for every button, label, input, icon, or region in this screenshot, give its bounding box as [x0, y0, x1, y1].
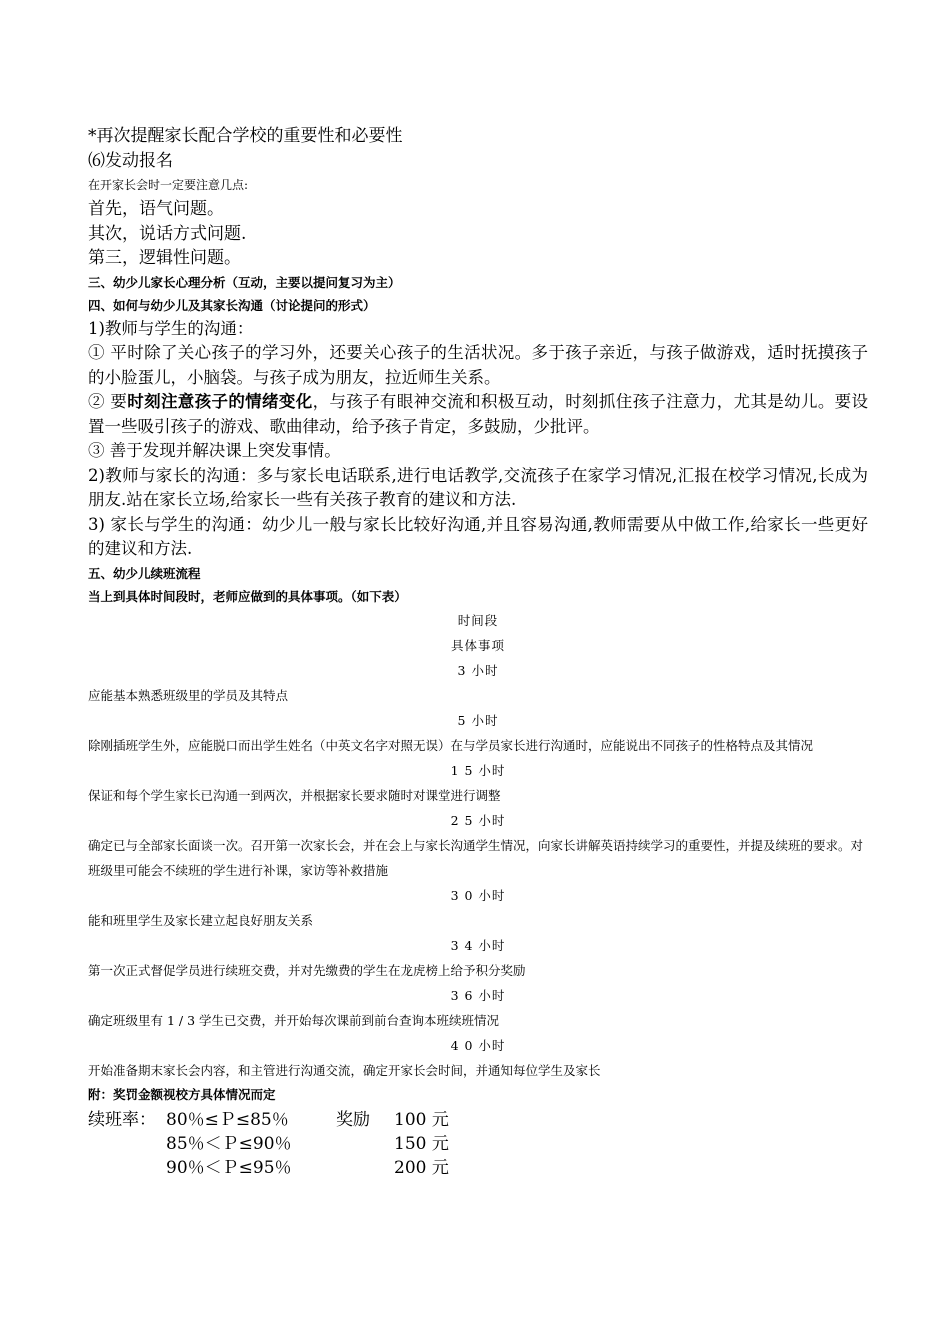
- meeting-note: 在开家长会时一定要注意几点:: [88, 178, 249, 192]
- item2-emphasis: 时刻注意孩子的情绪变化: [127, 392, 313, 411]
- table-header-time: 时间段: [457, 612, 499, 628]
- schedule-time: 3 0 小时: [450, 887, 506, 903]
- teacher-student-item-2: [88, 390, 868, 439]
- schedule-time: 1 5 小时: [450, 762, 506, 778]
- section3-heading: 三、幼少儿家长心理分析（互动，主要以提问复习为主）: [88, 274, 401, 290]
- table-header-task: 具体事项: [450, 637, 505, 653]
- schedule-time: 5 小时: [457, 712, 499, 728]
- reward-amount: 150 元: [394, 1133, 449, 1154]
- rate-label: 续班率：: [88, 1109, 156, 1130]
- rate-range: 85％＜Ｐ≤90％: [166, 1133, 292, 1154]
- point-third: 第三，逻辑性问题。: [88, 248, 241, 268]
- reward-label: 奖励: [336, 1109, 370, 1130]
- schedule-time: 3 小时: [457, 662, 499, 678]
- schedule-list: [88, 658, 868, 1083]
- section5-heading: 五、幼少儿续班流程: [88, 565, 201, 581]
- schedule-task: 能和班里学生及家长建立起良好朋友关系: [88, 912, 314, 928]
- schedule-task: 除刚插班学生外，应能脱口而出学生姓名（中英文名字对照无误）在与学员家长进行沟通时，应能说出不同孩子的性格特点及其情况: [88, 737, 814, 753]
- rate-range: 80％≤Ｐ≤85％: [166, 1109, 289, 1130]
- section5-intro: 当上到具体时间段时，老师应做到的具体事项。（如下表）: [88, 588, 407, 604]
- item2-prefix: ② 要: [88, 392, 128, 411]
- rate-range: 90％＜Ｐ≤95％: [166, 1157, 292, 1178]
- point-first: 首先，语气问题。: [88, 199, 224, 219]
- enrollment-line: ⑹发动报名: [88, 150, 173, 171]
- schedule-task: 确定已与全部家长面谈一次。召开第一次家长会，并在会上与家长沟通学生情况，向家长讲解英语持续学习的重要性，并提及续班的要求。对班级里可能会不续班的学生进行补课，家访等补救措施: [88, 837, 864, 878]
- renewal-rate-table: [88, 1108, 868, 1180]
- reminder-line: *再次提醒家长配合学校的重要性和必要性: [88, 126, 403, 146]
- teacher-student-item-3: ③ 善于发现并解决课上突发事情。: [88, 441, 341, 460]
- rate-row: [88, 1132, 868, 1156]
- schedule-task: 保证和每个学生家长已沟通一到两次，并根据家长要求随时对课堂进行调整: [88, 787, 501, 803]
- reward-amount: 100 元: [394, 1109, 449, 1130]
- parent-student-paragraph: 3) 家长与学生的沟通：幼少儿一般与家长比较好沟通,并且容易沟通,教师需要从中做工作,给家长一些更好的建议和方法.: [88, 514, 868, 558]
- schedule-time: 4 0 小时: [450, 1037, 506, 1053]
- schedule-time: 2 5 小时: [450, 812, 506, 828]
- schedule-time: 3 6 小时: [450, 987, 506, 1003]
- teacher-student-subheading: 1)教师与学生的沟通：: [88, 318, 254, 338]
- rate-row: [88, 1108, 868, 1132]
- point-second: 其次，说话方式问题.: [88, 223, 247, 244]
- schedule-task: 第一次正式督促学员进行续班交费，并对先缴费的学生在龙虎榜上给予积分奖励: [88, 962, 526, 978]
- teacher-student-item-1: ① 平时除了关心孩子的学习外，还要关心孩子的生活状况。多于孩子亲近，与孩子做游戏，适时抚摸孩子的小脸蛋儿，小脑袋。与孩子成为朋友，拉近师生关系。: [88, 343, 868, 387]
- section4-heading: 四、如何与幼少儿及其家长沟通（讨论提问的形式）: [88, 297, 376, 313]
- schedule-time: 3 4 小时: [450, 937, 506, 953]
- appendix-heading: 附：奖罚金额视校方具体情况而定: [88, 1086, 276, 1102]
- reward-amount: 200 元: [394, 1157, 449, 1178]
- schedule-task: 确定班级里有 1 / 3 学生已交费，并开始每次课前到前台查询本班续班情况: [88, 1012, 500, 1028]
- item2-rest: ，与孩子有眼神交流和积极互动，时刻抓住孩子注意力，尤其是幼儿。要设置一些吸引孩子的游戏、歌曲律动，给予孩子肯定，多鼓励，少批评。: [88, 392, 869, 436]
- teacher-parent-paragraph: 2)教师与家长的沟通：多与家长电话联系,进行电话教学,交流孩子在家学习情况,汇报在校学习情况,长成为朋友.站在家长立场,给家长一些有关孩子教育的建议和方法.: [88, 465, 868, 509]
- schedule-task: 应能基本熟悉班级里的学员及其特点: [88, 687, 289, 703]
- rate-row: [88, 1156, 868, 1180]
- schedule-task: 开始准备期末家长会内容，和主管进行沟通交流，确定开家长会时间，并通知每位学生及家长: [88, 1062, 601, 1078]
- document-page: [88, 124, 868, 1180]
